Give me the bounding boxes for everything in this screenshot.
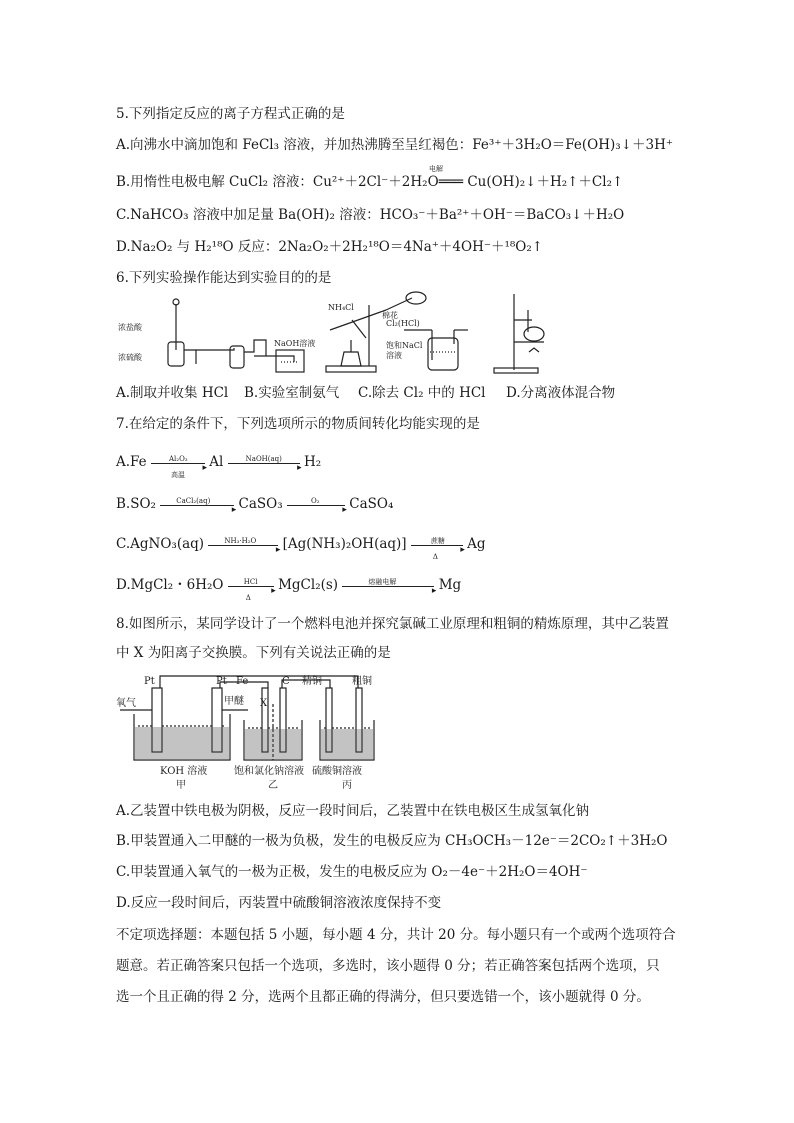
q7c-reactant: C.AgNO₃(aq) (116, 536, 205, 552)
q7c-cond1: NH₃·H₂O (224, 536, 257, 545)
q7a-arrow2: NaOH(aq) ▸ (228, 453, 300, 473)
q7c-arrow2: 蔗糖 ▸ Δ (411, 535, 463, 555)
fig8-c: C (282, 676, 290, 687)
q7c-cond2b: Δ (432, 552, 438, 561)
q8-option-c: C.甲装置通入氧气的一极为正极，发生的电极反应为 O₂－4e⁻＋2H₂O＝4OH⁻ (116, 864, 588, 880)
q7a-intermediate: Al (209, 454, 224, 470)
q6-apparatus-figure (116, 290, 636, 378)
q7a-cond2: NaOH(aq) (245, 454, 282, 463)
q7b-product: CaSO₄ (349, 496, 394, 512)
q7d-arrow1: HCl ▸ Δ (228, 576, 274, 596)
q5-b-condition: 电解 (429, 165, 443, 173)
q7b-cond1: CaCl₂(aq) (176, 496, 211, 505)
q7b-intermediate: CaSO₃ (238, 496, 283, 512)
q7d-cond1b: Δ (245, 593, 251, 602)
fig6-label-a3: NaOH溶液 (274, 339, 316, 348)
q7-stem: 7.在给定的条件下，下列选项所示的物质间转化均能实现的是 (116, 416, 480, 432)
q7-option-c (116, 534, 686, 561)
q7a-product: H₂ (303, 454, 322, 470)
fig6-label-b1: NH₄Cl (328, 303, 354, 312)
fig8-cu: 粗铜 (352, 676, 372, 687)
fig8-cuso4: 硫酸铜溶液 (312, 766, 362, 777)
fig8-pt1: Pt (144, 676, 155, 687)
q7-option-a (116, 452, 686, 479)
q8-electrochem-figure (116, 670, 406, 794)
fig6-label-c1: Cl₂(HCl) (386, 319, 420, 328)
instructions-line3: 选一个且正确的得 2 分，选两个且都正确的得满分，但只要选错一个，该小题就得 0 分。 (116, 989, 650, 1005)
fig8-o2: 氧气 (116, 698, 136, 709)
fig6-label-c2: 饱和NaCl (386, 341, 423, 350)
q7d-cond1: HCl (243, 577, 258, 586)
fig6-label-c3: 溶液 (386, 351, 402, 360)
q6-option-b: B.实验室制氨气 (244, 385, 340, 401)
q7d-intermediate: MgCl₂(s) (278, 577, 339, 593)
q8-option-b: B.甲装置通入二甲醚的一极为负极，发生的电极反应为 CH₃OCH₃－12e⁻＝2CO₂↑＋3H₂O (116, 833, 668, 849)
q7c-cond2: 蔗糖 (430, 536, 445, 545)
fig6-label-a2: 浓硫酸 (118, 353, 142, 362)
fig8-pt2: Pt (216, 676, 227, 687)
q5-option-d: D.Na₂O₂ 与 H₂¹⁸O 反应：2Na₂O₂＋2H₂¹⁸O＝4Na⁺＋4OH⁻＋¹⁸O₂↑ (116, 239, 544, 255)
fig8-bing: 丙 (342, 780, 352, 791)
q5-option-c: C.NaHCO₃ 溶液中加足量 Ba(OH)₂ 溶液：HCO₃⁻＋Ba²⁺＋OH⁻＝BaCO₃↓＋H₂O (116, 207, 625, 223)
q5-option-a: A.向沸水中滴加饱和 FeCl₃ 溶液，并加热沸腾至呈红褐色：Fe³⁺＋3H₂O＝Fe(OH)₃↓＋3H⁺ (116, 137, 673, 153)
q7a-cond1: Al₂O₃ (168, 454, 188, 463)
q7c-product: Ag (467, 536, 486, 552)
q7d-arrow2: 熔融电解 ▸ (342, 576, 434, 596)
q7c-intermediate: [Ag(NH₃)₂OH(aq)] (282, 536, 407, 552)
q7-option-d (116, 575, 686, 602)
q7-option-b (116, 494, 686, 515)
q5-stem: 5.下列指定反应的离子方程式正确的是 (116, 106, 345, 122)
q7d-product: Mg (438, 577, 462, 593)
q8-option-d: D.反应一段时间后，丙装置中硫酸铜溶液浓度保持不变 (116, 895, 442, 911)
q7b-arrow2: O₂ ▸ (287, 495, 345, 515)
fig6-label-a1: 浓盐酸 (118, 323, 142, 332)
q5-option-b: B.用惰性电极电解 CuCl₂ 溶液：Cu²⁺＋2Cl⁻＋2H₂O═══ Cu(OH)₂↓＋H₂↑＋Cl₂↑ (116, 174, 624, 190)
fig8-x: X (260, 698, 268, 709)
q6-stem: 6.下列实验操作能达到实验目的的是 (116, 270, 332, 286)
q6-option-d: D.分离液体混合物 (506, 385, 616, 401)
q7a-reactant: A.Fe (116, 454, 147, 470)
fig8-yi: 乙 (268, 780, 278, 791)
fig6-label-b2: 棉花 (382, 311, 398, 320)
q7c-arrow1: NH₃·H₂O ▸ (208, 535, 278, 555)
instructions-line2: 题意。若正确答案只包括一个选项，多选时，该小题得 0 分；若正确答案包括两个选项，只 (116, 958, 660, 974)
fig8-koh: KOH 溶液 (160, 766, 208, 777)
instructions-line1: 不定项选择题：本题包括 5 小题，每小题 4 分，共计 20 分。每小题只有一个或两个选项符合 (116, 927, 676, 943)
fig8-ether: 甲醚 (224, 696, 244, 707)
fig8-jia: 甲 (176, 780, 186, 791)
q8-stem-line2: 中 X 为阳离子交换膜。下列有关说法正确的是 (116, 645, 391, 661)
q7a-cond1b: 高温 (170, 470, 185, 479)
fig8-nacl: 饱和氯化钠溶液 (234, 766, 304, 777)
fig8-jing: 精铜 (302, 676, 322, 687)
q6-options (116, 383, 686, 403)
q7d-cond2: 熔融电解 (368, 577, 397, 586)
q6-option-c: C.除去 Cl₂ 中的 HCl (358, 385, 486, 401)
q7b-reactant: B.SO₂ (116, 496, 156, 512)
fig8-fe: Fe (236, 676, 249, 687)
q6-option-a: A.制取并收集 HCl (116, 385, 229, 401)
q8-option-a: A.乙装置中铁电极为阴极，反应一段时间后，乙装置中在铁电极区生成氢氧化钠 (116, 803, 590, 819)
q8-stem-line1: 8.如图所示，某同学设计了一个燃料电池并探究氯碱工业原理和粗铜的精炼原理，其中乙装置 (116, 616, 669, 632)
q7d-reactant: D.MgCl₂・6H₂O (116, 577, 224, 593)
q7b-arrow1: CaCl₂(aq) ▸ (160, 495, 234, 515)
q7b-cond2: O₂ (310, 496, 320, 505)
q7a-arrow1: Al₂O₃ ▸ 高温 (151, 453, 205, 473)
